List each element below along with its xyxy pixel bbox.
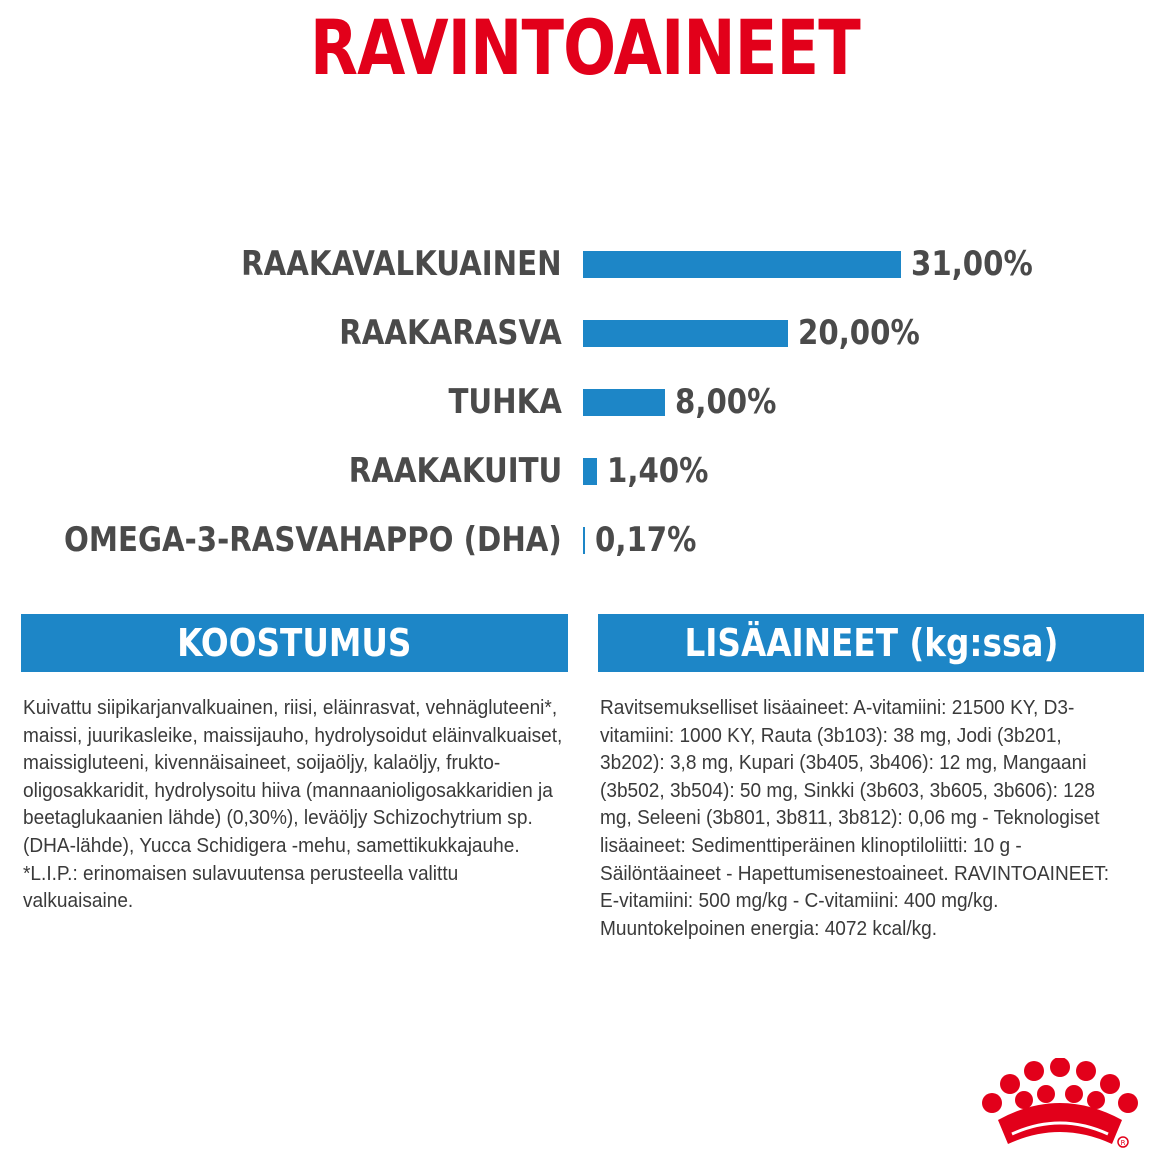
chart-bar: [583, 527, 585, 554]
chart-bar: [583, 251, 901, 278]
chart-category-label: RAAKARASVA: [339, 313, 562, 353]
nutrient-bar-chart: [0, 230, 1170, 570]
chart-category-label: RAAKAKUITU: [348, 451, 562, 491]
svg-text:R: R: [1120, 1139, 1126, 1147]
chart-bar: [583, 458, 597, 485]
additives-header: [598, 614, 1144, 672]
chart-value-label: 1,40%: [607, 451, 709, 491]
page-title: RAVINTOAINEET: [310, 3, 860, 92]
additives-header-label: LISÄAINEET (kg:ssa): [684, 621, 1058, 665]
chart-value-label: 20,00%: [798, 313, 920, 353]
composition-header: [21, 614, 568, 672]
chart-category-label: TUHKA: [448, 382, 562, 422]
chart-category-label: RAAKAVALKUAINEN: [241, 244, 562, 284]
chart-row: [0, 437, 1170, 505]
chart-row: [0, 506, 1170, 574]
chart-value-label: 31,00%: [911, 244, 1033, 284]
chart-row: [0, 230, 1170, 298]
composition-text: Kuivattu siipikarjanvalkuainen, riisi, eläinrasvat, vehnägluteeni*, maissi, juurikasleike, maissijauho, hydrolysoidut eläinvalkuaiset, maissigluteeni, kivennäisaineet, soijaöljy, kalaöljy, frukto-oligosakkaridit, hydrolysoitu hiiva (mannaanioligosakkaridien ja beetaglukaanien lähde) (0,30%), leväöljy Schizochytrium sp. (DHA-lähde), Yucca Schidigera -mehu, samettikukkajauhe. *L.I.P.: erinomaisen sulavuutensa perusteella valittu valkuaisaine.: [23, 696, 563, 913]
chart-value-label: 8,00%: [675, 382, 777, 422]
composition-header-label: KOOSTUMUS: [177, 621, 412, 665]
royal-canin-crown-logo-icon: [978, 1058, 1143, 1150]
chart-bar: [583, 320, 788, 347]
chart-bar: [583, 389, 665, 416]
chart-row: [0, 299, 1170, 367]
chart-row: [0, 368, 1170, 436]
chart-category-label: OMEGA-3-RASVAHAPPO (DHA): [64, 520, 562, 560]
chart-value-label: 0,17%: [595, 520, 697, 560]
additives-text: Ravitsemukselliset lisäaineet: A-vitamiini: 21500 KY, D3-vitamiini: 1000 KY, Rauta (3b103): 38 mg, Jodi (3b201, 3b202): 3,8 mg, Kupari (3b405, 3b406): 12 mg, Mangaani (3b502, 3b504): 50 mg, Sinkki (3b603, 3b605, 3b606): 128 mg, Seleeni (3b801, 3b811, 3b812): 0,06 mg - Teknologiset lisäaineet: Sedimenttiperäinen klinoptiloliitti: 10 g - Säilöntäaineet - Hapettumisenestoaineet. RAVINTOAINEET: E-vitamiini: 500 mg/kg - C-vitamiini: 400 mg/kg. Muuntokelpoinen energia: 4072 kcal/kg.: [600, 696, 1110, 940]
